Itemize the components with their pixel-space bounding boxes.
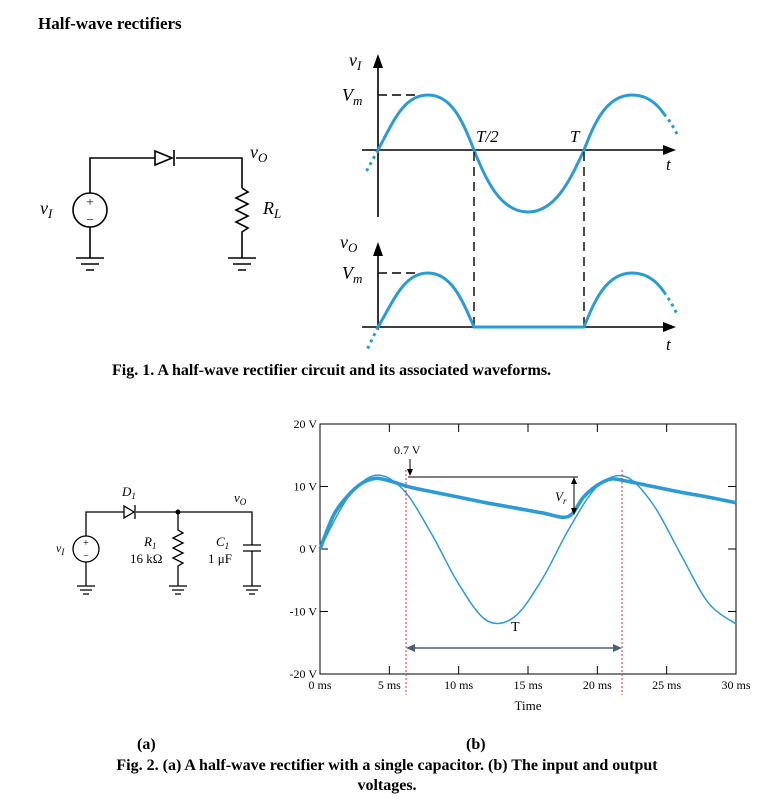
fig2-resistor bbox=[173, 512, 183, 586]
x-tick-label: 20 ms bbox=[582, 678, 612, 692]
chart-series bbox=[320, 475, 736, 624]
fig2-output-label: $v_O$ bbox=[234, 490, 247, 507]
fig2-chart bbox=[290, 417, 751, 713]
fig1-source-minus: − bbox=[86, 212, 94, 227]
x-tick-label: 5 ms bbox=[377, 678, 401, 692]
fig1-input-axes bbox=[362, 62, 668, 217]
fig2-resistor-label: $R_1$ bbox=[144, 534, 157, 551]
fig2-circuit bbox=[73, 505, 261, 594]
drop-label: 0.7 V bbox=[394, 443, 421, 457]
period-label: T bbox=[511, 620, 520, 635]
fig2-label-b: (b) bbox=[466, 736, 486, 753]
ripple-label: $V_r$ bbox=[555, 489, 567, 506]
fig1-input-wave bbox=[378, 95, 664, 212]
fig1-output-xlabel: t bbox=[666, 335, 671, 354]
chart-frame bbox=[320, 424, 736, 674]
fig1-input-yarrow bbox=[373, 54, 383, 68]
fig2-source-minus: − bbox=[83, 551, 89, 562]
fig1-half-period-label: T/2 bbox=[476, 127, 499, 146]
y-tick-label: 20 V bbox=[293, 417, 317, 431]
fig2-node-dot bbox=[176, 510, 181, 515]
x-tick-label: 25 ms bbox=[652, 678, 682, 692]
ripple-arrow-top bbox=[571, 477, 577, 484]
fig2-resistor-value: 16 kΩ bbox=[130, 551, 163, 566]
output-voltage-trace bbox=[320, 478, 736, 549]
chart-y-ticks bbox=[290, 417, 736, 681]
fig1-wire-top bbox=[90, 158, 242, 193]
fig2-caption-line2: voltages. bbox=[357, 777, 417, 794]
fig1-output-wave-dotted-start bbox=[366, 327, 378, 352]
fig2-capacitor-label: $C_1$ bbox=[216, 534, 230, 551]
fig1-output-peak-label: $V_m$ bbox=[342, 263, 363, 286]
fig2-caption-line1: Fig. 2. (a) A half-wave rectifier with a single capacitor. (b) The input and output bbox=[116, 757, 658, 774]
fig2-input-label: $v_I$ bbox=[56, 541, 65, 557]
fig2-diode bbox=[124, 506, 134, 518]
x-tick-label: 30 ms bbox=[721, 678, 751, 692]
chart-xlabel: Time bbox=[514, 698, 542, 713]
fig1-output-label: $v_O$ bbox=[250, 142, 268, 165]
period-arrow-left bbox=[406, 644, 415, 652]
y-tick-label: 0 V bbox=[299, 542, 317, 556]
fig1-ground-2 bbox=[228, 258, 256, 270]
period-arrow-right bbox=[613, 644, 622, 652]
fig2-ground-3 bbox=[243, 586, 261, 594]
fig2-capacitor bbox=[243, 545, 261, 586]
x-tick-label: 15 ms bbox=[513, 678, 543, 692]
fig2-caption bbox=[0, 756, 774, 796]
fig1-output-axes bbox=[362, 250, 668, 330]
x-tick-label: 0 ms bbox=[308, 678, 332, 692]
fig1-input-peak-label: $V_m$ bbox=[342, 85, 363, 108]
fig1-output-yarrow bbox=[373, 242, 383, 256]
drop-arrow-head bbox=[407, 469, 413, 476]
fig1-caption: Fig. 1. A half-wave rectifier circuit and its associated waveforms. bbox=[112, 362, 552, 379]
x-tick-label: 10 ms bbox=[444, 678, 474, 692]
fig1-circuit bbox=[73, 150, 256, 270]
y-tick-label: 10 V bbox=[293, 479, 317, 494]
fig2-source-plus: + bbox=[83, 538, 89, 549]
fig1-input-label: $v_I$ bbox=[40, 198, 53, 221]
chart-x-ticks bbox=[308, 424, 750, 692]
y-tick-label: -20 V bbox=[289, 667, 317, 681]
y-tick-label: -10 V bbox=[289, 604, 317, 619]
fig2-ground-2 bbox=[169, 586, 187, 594]
section-heading: Half-wave rectifiers bbox=[38, 14, 182, 33]
fig1-output-wave bbox=[378, 273, 664, 327]
fig1-ground-1 bbox=[76, 258, 104, 270]
fig1-diode bbox=[155, 151, 172, 165]
fig1-input-ylabel: $v_I$ bbox=[349, 50, 362, 73]
fig1-input-wave-dotted-end bbox=[664, 114, 678, 136]
fig1-output-ylabel: $v_O$ bbox=[340, 232, 358, 255]
fig1-source-plus: + bbox=[86, 194, 94, 209]
fig2-ground-1 bbox=[77, 586, 95, 594]
fig1-input-wave-dotted-start bbox=[366, 150, 378, 172]
fig2-label-a: (a) bbox=[137, 736, 156, 753]
fig1-input-xarrow bbox=[663, 145, 676, 155]
fig1-input-xlabel: t bbox=[666, 155, 671, 174]
fig1-load-label: $R_L$ bbox=[263, 198, 282, 221]
fig2-diode-label: $D_1$ bbox=[122, 484, 136, 501]
fig1-output-xarrow bbox=[663, 322, 676, 332]
fig1-period-label: T bbox=[570, 127, 580, 146]
fig1-output-wave-dotted-end bbox=[664, 292, 678, 316]
fig2-capacitor-value: 1 μF bbox=[208, 551, 232, 566]
input-voltage-trace bbox=[320, 475, 736, 624]
fig1-resistor bbox=[236, 188, 248, 258]
